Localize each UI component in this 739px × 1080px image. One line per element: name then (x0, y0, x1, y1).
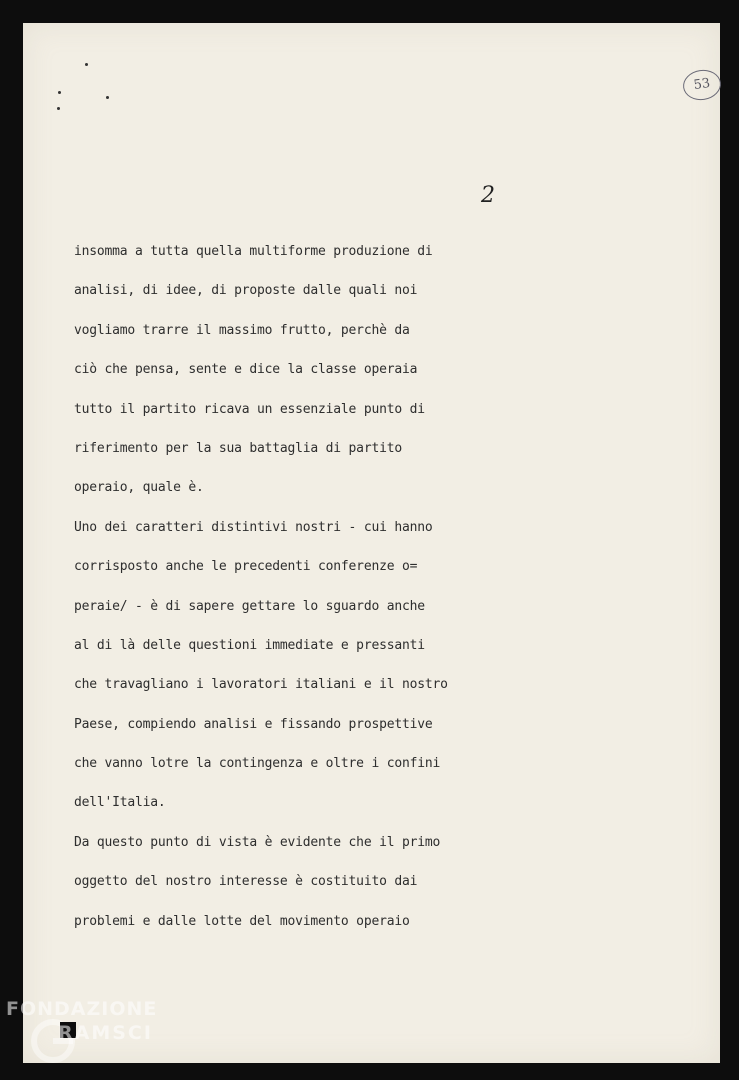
fondazione-gramsci-watermark (6, 998, 206, 1078)
paper-speck (58, 91, 61, 94)
text-line: dell'Italia. (74, 795, 166, 811)
watermark-line-1: FONDAZIONE (6, 998, 158, 1020)
text-line: vogliamo trarre il massimo frutto, perchè da (74, 322, 410, 338)
text-line: al di là delle questioni immediate e pressanti (74, 637, 425, 653)
archive-number-stamp: 53 (681, 68, 723, 103)
paper-speck (106, 96, 109, 99)
text-line: Paese, compiendo analisi e fissando prospettive (74, 716, 433, 732)
text-line: che vanno lotre la contingenza e oltre i confini (74, 756, 441, 772)
typewritten-body (74, 232, 504, 941)
text-line: peraie/ - è di sapere gettare lo sguardo anche (74, 598, 425, 614)
text-line: tutto il partito ricava un essenziale punto di (74, 401, 425, 417)
text-line: corrisposto anche le precedenti conferenze o= (74, 559, 418, 575)
text-line: oggetto del nostro interesse è costituito dai (74, 874, 418, 890)
paper-speck (85, 63, 88, 66)
text-line: problemi e dalle lotte del movimento operaio (74, 913, 410, 929)
text-line: ciò che pensa, sente e dice la classe operaia (74, 362, 418, 378)
page-number: 2 (481, 183, 495, 208)
text-line: riferimento per la sua battaglia di partito (74, 440, 402, 456)
text-line: insomma a tutta quella multiforme produzione di (74, 244, 433, 259)
text-line: operaio, quale è. (74, 480, 204, 496)
text-line: Uno dei caratteri distintivi nostri - cui hanno (74, 519, 433, 535)
paper-speck (57, 107, 60, 110)
text-line: Da questo punto di vista è evidente che il primo (74, 834, 441, 850)
text-line: analisi, di idee, di proposte dalle quali noi (74, 283, 418, 299)
text-line: che travagliano i lavoratori italiani e il nostro (74, 677, 448, 693)
watermark-line-2: RAMSCI (58, 1022, 153, 1044)
